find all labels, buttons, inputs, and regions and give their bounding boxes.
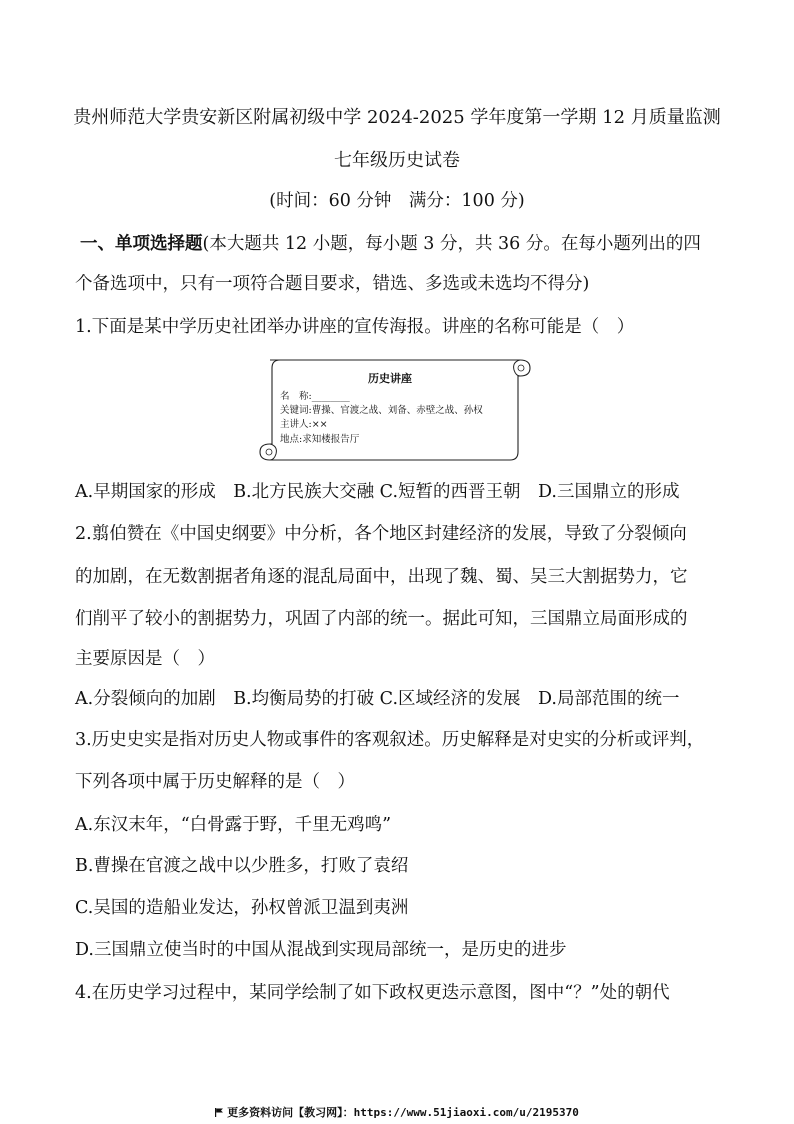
question-3-stem-2: 下列各项中属于历史解释的是（ ） — [75, 772, 355, 792]
poster-speaker-line: 主讲人:×× — [280, 419, 328, 430]
section-instructions: (本大题共 12 小题，每小题 3 分，共 36 分。在每小题列出的四 — [202, 234, 701, 254]
poster-location-line: 地点:求知楼报告厅 — [280, 434, 360, 445]
question-3-option-a: A.东汉末年，“白骨露于野，千里无鸡鸣” — [75, 815, 392, 835]
question-2-stem-2: 的加剧，在无数割据者角逐的混乱局面中，出现了魏、蜀、吴三大割据势力，它 — [75, 567, 688, 587]
poster-name-line: 名 称:________ — [280, 391, 350, 402]
question-4-stem-1: 4.在历史学习过程中，某同学绘制了如下政权更迭示意图，图中“？”处的朝代 — [75, 983, 670, 1003]
question-2-options: A.分裂倾向的加剧 B.均衡局势的打破 C.区域经济的发展 D.局部范围的统一 — [75, 689, 680, 709]
poster-keywords-line: 关键词:曹操、官渡之战、刘备、赤壁之战、孙权 — [280, 405, 483, 416]
footer[interactable] — [0, 1104, 794, 1120]
section-heading-line — [80, 233, 701, 255]
question-1-stem: 1.下面是某中学历史社团举办讲座的宣传海报。讲座的名称可能是（ ） — [75, 317, 635, 337]
question-3-stem-1: 3.历史史实是指对历史人物或事件的客观叙述。历史解释是对史实的分析或评判， — [75, 730, 705, 750]
question-1-options: A.早期国家的形成 B.北方民族大交融 C.短暂的西晋王朝 D.三国鼎立的形成 — [75, 482, 680, 502]
page-title: 贵州师范大学贵安新区附属初级中学 2024-2025 学年度第一学期 12 月质量监测 — [73, 107, 721, 128]
exam-title: 七年级历史试卷 — [334, 150, 460, 171]
flag-icon — [215, 1108, 223, 1117]
question-3-option-c: C.吴国的造船业发达，孙权曾派卫温到夷洲 — [75, 898, 409, 918]
question-2-stem-4: 主要原因是（ ） — [75, 649, 215, 669]
time-info: (时间：60 分钟 满分：100 分) — [269, 191, 525, 211]
question-2-stem-3: 们削平了较小的割据势力，巩固了内部的统一。据此可知，三国鼎立局面形成的 — [75, 609, 688, 629]
poster-title: 历史讲座 — [368, 372, 412, 385]
question-2-stem-1: 2.翦伯赞在《中国史纲要》中分析，各个地区封建经济的发展，导致了分裂倾向 — [75, 524, 687, 544]
question-3-option-b: B.曹操在官渡之战中以少胜多，打败了袁绍 — [75, 856, 409, 876]
section-heading: 一、单项选择题 — [80, 234, 203, 254]
section-instructions-2: 个备选项中，只有一项符合题目要求，错选、多选或未选均不得分) — [75, 274, 590, 294]
footer-link[interactable]: 更多资料访问【教习网】：https://www.51jiaoxi.com/u/2195370 — [227, 1106, 579, 1119]
question-3-option-d: D.三国鼎立使当时的中国从混战到实现局部统一，是历史的进步 — [75, 940, 567, 960]
